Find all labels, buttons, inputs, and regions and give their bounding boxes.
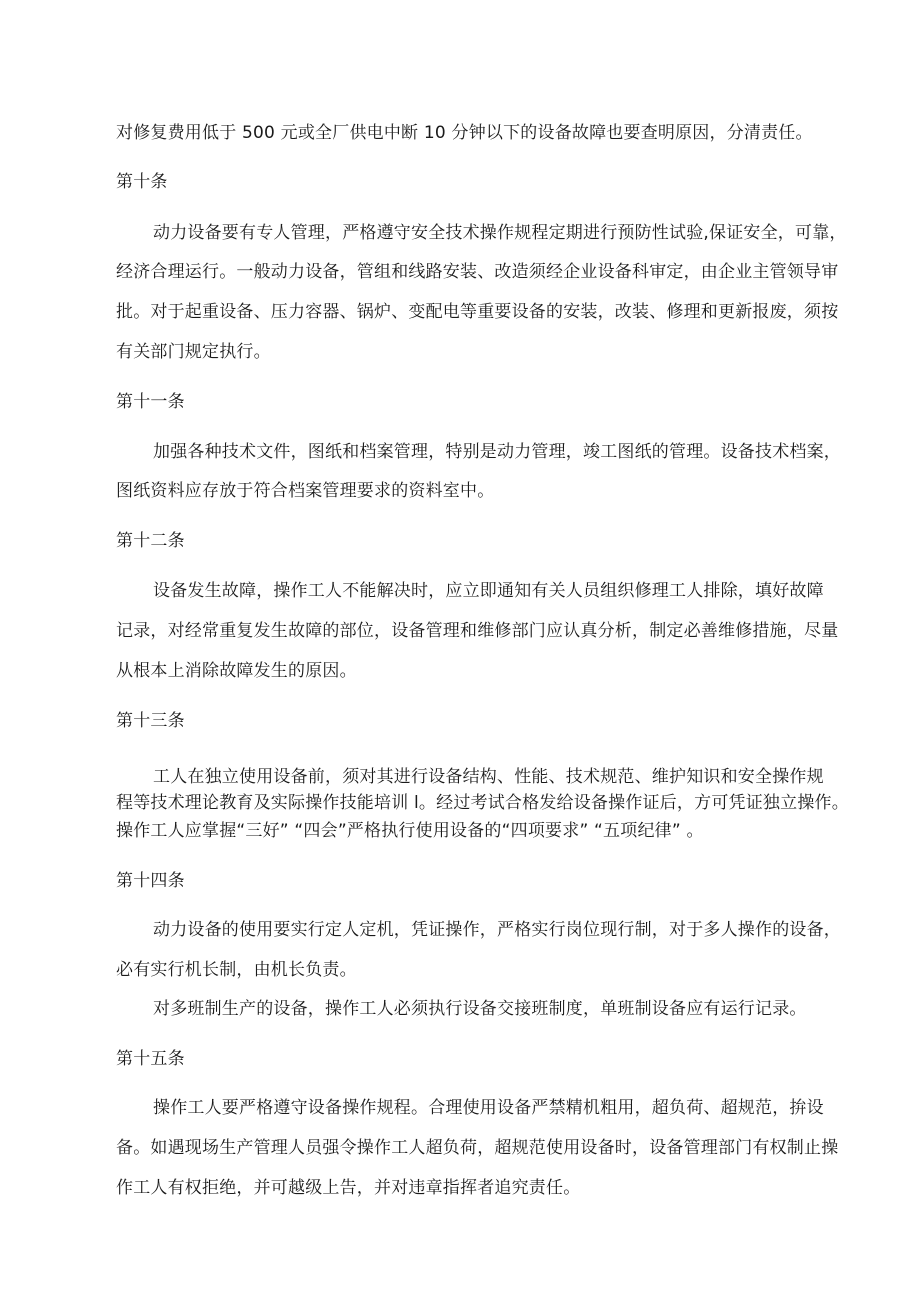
paragraph-line: 图纸资料应存放于符合档案管理要求的资料室中。	[116, 481, 495, 501]
article-heading-11: 第十一条	[116, 392, 185, 412]
paragraph-line: 必有实行机长制，由机长负责。	[116, 960, 357, 980]
paragraph-line: 作工人有权拒绝，并可越级上告，并对违章指挥者追究责任。	[116, 1178, 581, 1198]
article-heading-13: 第十三条	[116, 711, 185, 731]
paragraph-line: 对修复费用低于 500 元或全厂供电中断 10 分钟以下的设备故障也要查明原因，分清责任。	[116, 123, 813, 143]
paragraph-line: 加强各种技术文件，图纸和档案管理，特别是动力管理，竣工图纸的管理。设备技术档案，	[153, 442, 841, 462]
paragraph-line: 从根本上消除故障发生的原因。	[116, 661, 357, 681]
paragraph-line: 设备发生故障，操作工人不能解决时，应立即通知有关人员组织修理工人排除，填好故障	[153, 581, 824, 601]
paragraph-line: 动力设备的使用要实行定人定机，凭证操作，严格实行岗位现行制，对于多人操作的设备，	[153, 920, 841, 940]
paragraph-line: 动力设备要有专人管理，严格遵守安全技术操作规程定期进行预防性试验,保证安全，可靠，	[153, 223, 847, 243]
paragraph-line: 记录，对经常重复发生故障的部位，设备管理和维修部门应认真分析，制定必善维修措施，尽量	[116, 621, 839, 641]
paragraph-line: 有关部门规定执行。	[116, 342, 271, 362]
paragraph-line: 批。对于起重设备、压力容器、锅炉、变配电等重要设备的安装，改装、修理和更新报废，须按	[116, 302, 839, 322]
paragraph-line: 对多班制生产的设备，操作工人必须执行设备交接班制度，单班制设备应有运行记录。	[153, 999, 807, 1019]
paragraph-line: 工人在独立使用设备前，须对其进行设备结构、性能、技术规范、维护知识和安全操作规	[153, 767, 824, 787]
article-heading-15: 第十五条	[116, 1049, 185, 1069]
paragraph-line: 程等技术理论教育及实际操作技能培训 l。经过考试合格发给设备操作证后，方可凭证独立操作。	[116, 793, 849, 813]
paragraph-line: 操作工人要严格遵守设备操作规程。合理使用设备严禁精机粗用，超负荷、超规范，拚设	[153, 1098, 824, 1118]
paragraph-line: 操作工人应掌握“三好” “四会”严格执行使用设备的“四项要求” “五项纪律” 。	[116, 821, 704, 841]
paragraph-line: 经济合理运行。一般动力设备，管组和线路安装、改造须经企业设备科审定，由企业主管领导审	[116, 262, 839, 282]
article-heading-14: 第十四条	[116, 871, 185, 891]
article-heading-12: 第十二条	[116, 531, 185, 551]
article-heading-10: 第十条	[116, 172, 168, 192]
paragraph-line: 备。如遇现场生产管理人员强令操作工人超负荷，超规范使用设备时，设备管理部门有权制止操	[116, 1138, 839, 1158]
